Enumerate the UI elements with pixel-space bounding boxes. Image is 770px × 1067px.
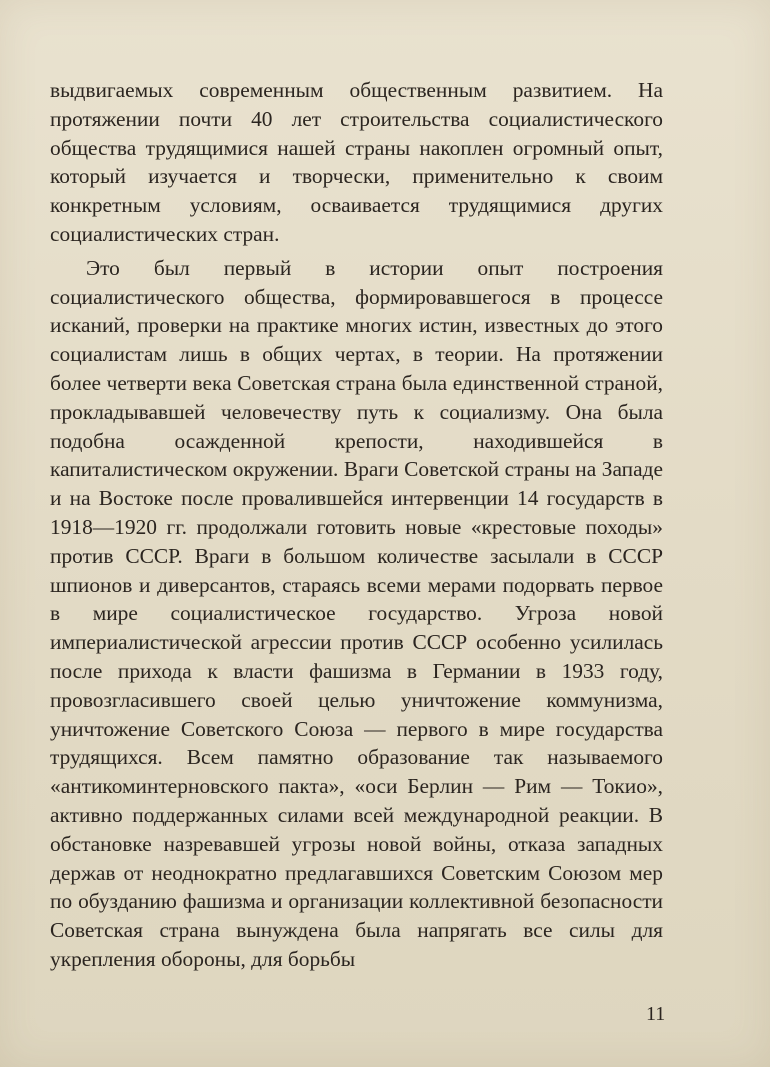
body-text <box>50 76 663 974</box>
paragraph-2: Это был первый в истории опыт построения социалистического общества, формировавшегося в процессе исканий, проверки на практике многих истин, известных до этого социалистам лишь в общих чертах, в теории. На протяжении более четверти века Советская страна была единственной страной, прокладывавшей человечеству путь к социализму. Она была подобна осажденной крепости, находившейся в капиталистическом окружении. Враги Советской страны на Западе и на Востоке после провалившейся интервенции 14 государств в 1918—1920 гг. продолжали готовить новые «крестовые походы» против СССР. Враги в большом количестве засылали в СССР шпионов и диверсантов, стараясь всеми мерами подорвать первое в мире социалистическое государство. Угроза новой империалистической агрессии против СССР особенно усилилась после прихода к власти фашизма в Германии в 1933 году, провозгласившего своей целью уничтожение коммунизма, уничтожение Советского Союза — первого в мире государства трудящихся. Всем памятно образование так называемого «антикоминтерновского пакта», «оси Берлин — Рим — Токио», активно поддержанных силами всей международной реакции. В обстановке назревавшей угрозы новой войны, отказа западных держав от неоднократно предлагавшихся Советским Союзом мер по обузданию фашизма и организации коллективной безопасности Советская страна вынуждена была напрягать все силы для укрепления обороны, для борьбы <box>50 255 663 971</box>
page-number: 11 <box>646 1003 666 1025</box>
paragraph-1: выдвигаемых современным общественным развитием. На протяжении почти 40 лет строительства социалистического общества трудящимися нашей страны накоплен огромный опыт, который изучается и творчески, применительно к своим конкретным условиям, осваивается трудящимися других социалистических стран. <box>50 78 663 246</box>
